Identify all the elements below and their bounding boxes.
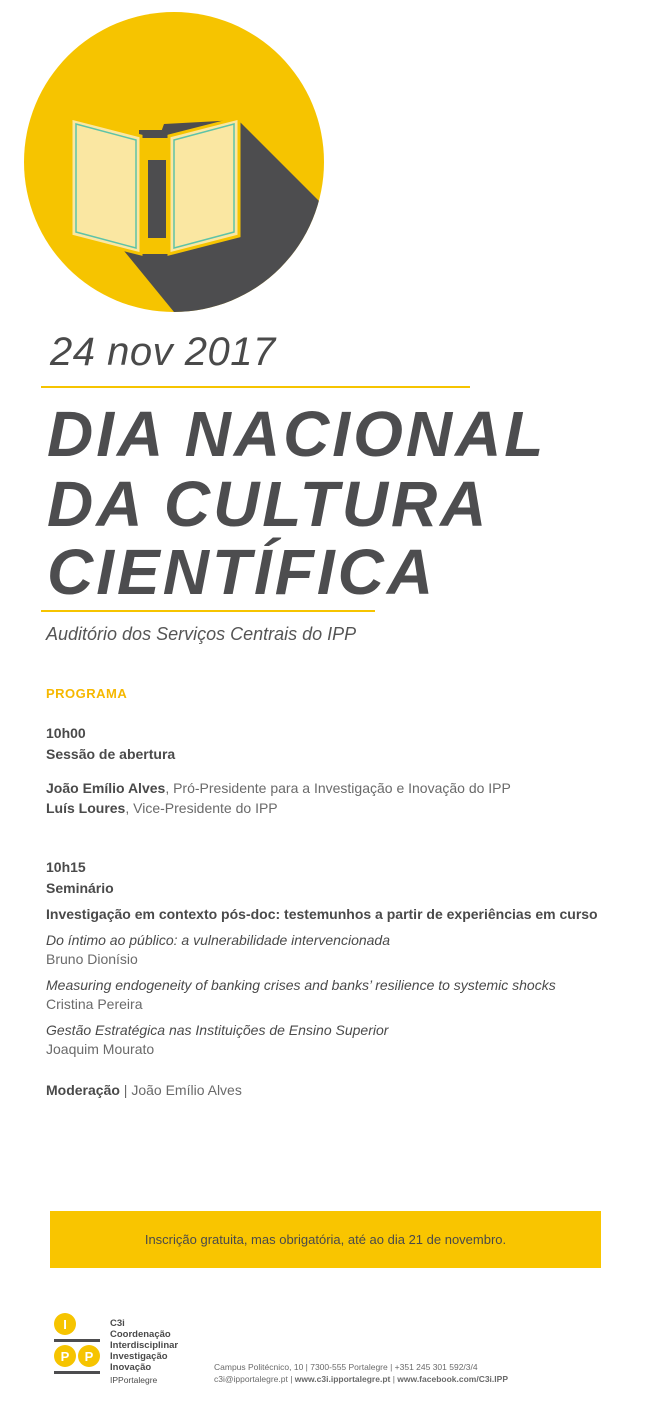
talk-speaker: Joaquim Mourato xyxy=(46,1041,155,1057)
registration-banner xyxy=(50,1211,601,1268)
speaker-name: Luís Loures xyxy=(46,800,126,816)
logo-org: IPPortalegre xyxy=(110,1375,158,1385)
talk-title: Do íntimo ao público: a vulnerabilidade intervencionada xyxy=(46,932,390,948)
footer-contacts: c3i@ipportalegre.pt | www.c3i.ipportalegre.pt | www.facebook.com/C3i.IPP xyxy=(214,1374,508,1384)
talk-title: Gestão Estratégica nas Instituições de Ensino Superior xyxy=(46,1022,389,1038)
moderation-line: Moderação | João Emílio Alves xyxy=(46,1082,242,1098)
talk-speaker: Bruno Dionísio xyxy=(46,951,138,967)
speaker-name: João Emílio Alves xyxy=(46,780,166,796)
talk-speaker: Cristina Pereira xyxy=(46,996,143,1012)
footer-facebook[interactable]: www.facebook.com/C3i.IPP xyxy=(397,1374,508,1384)
speaker-line xyxy=(46,780,511,796)
session-title: Seminário xyxy=(46,880,114,896)
session-time: 10h00 xyxy=(46,725,86,741)
event-venue: Auditório dos Serviços Centrais do IPP xyxy=(46,624,357,644)
footer-website[interactable]: www.c3i.ipportalegre.pt xyxy=(294,1374,391,1384)
session-title: Sessão de abertura xyxy=(46,746,176,762)
book-illustration xyxy=(24,12,324,312)
logo-letter: P xyxy=(84,1349,94,1364)
moderator-name: João Emílio Alves xyxy=(131,1082,242,1098)
divider xyxy=(41,386,470,388)
footer-email[interactable]: c3i@ipportalegre.pt xyxy=(214,1374,288,1384)
session-time: 10h15 xyxy=(46,859,86,875)
session-subtitle: Investigação em contexto pós-doc: testemunhos a partir de experiências em curso xyxy=(46,906,598,922)
event-title-line-2: DA CULTURA xyxy=(47,468,490,540)
logo-letter: I xyxy=(63,1317,67,1332)
moderation-label: Moderação xyxy=(46,1082,120,1098)
logo-line: Interdisciplinar xyxy=(110,1340,179,1351)
registration-text: Inscrição gratuita, mas obrigatória, até ao dia 21 de novembro. xyxy=(144,1232,507,1247)
divider xyxy=(41,610,375,612)
logo-letter: P xyxy=(60,1349,70,1364)
footer-address: Campus Politécnico, 10 | 7300-555 Portalegre | +351 245 301 592/3/4 xyxy=(214,1362,478,1372)
speaker-role: , Vice-Presidente do IPP xyxy=(125,800,278,816)
event-date: 24 nov 2017 xyxy=(50,330,276,374)
program-heading: PROGRAMA xyxy=(46,686,128,701)
speaker-line xyxy=(46,800,278,816)
event-title-line-3: CIENTÍFICA xyxy=(47,536,437,608)
logo-line: Inovação xyxy=(110,1362,152,1373)
ipp-logo xyxy=(52,1310,102,1390)
talk-title: Measuring endogeneity of banking crises and banks’ resilience to systemic shocks xyxy=(46,977,556,993)
speaker-role: , Pró-Presidente para a Investigação e Inovação do IPP xyxy=(165,780,511,796)
logo-line: Coordenação xyxy=(110,1329,171,1340)
logo-c3i: C3i xyxy=(110,1318,125,1329)
logo-line: Investigação xyxy=(110,1351,168,1362)
event-title-line-1: DIA NACIONAL xyxy=(47,398,547,470)
